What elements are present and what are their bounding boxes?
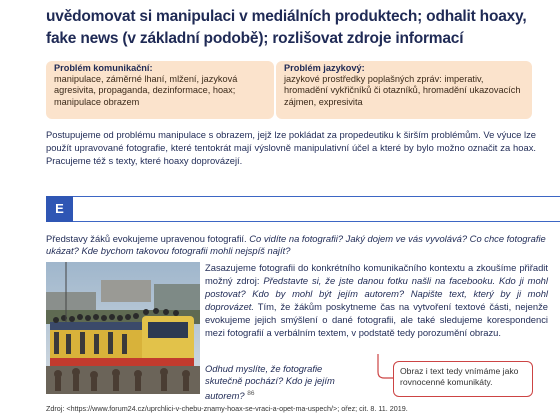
lead-questions: Co vidíte na fotografii? Jaký dojem ve vás vyvolává? Co chce fotografie ukázat? Kde bychom takovou fotografii mohli nejspíš najít? bbox=[46, 233, 546, 257]
source-question bbox=[205, 363, 345, 402]
note-connector bbox=[376, 352, 394, 382]
section-heading bbox=[46, 6, 546, 50]
problem-communication-title: Problém komunikační: bbox=[54, 63, 153, 73]
heading-line-2: fake news (v základní podobě); rozlišovat zdroje informací bbox=[46, 30, 464, 47]
question-text: Odhud myslíte, že fotografie skutečně pochází? Kdo je jejím autorem? bbox=[205, 363, 335, 401]
heading-line-1: uvědomovat si manipulaci v mediálních produktech; odhalit hoaxy, bbox=[46, 8, 527, 25]
problem-communication-box bbox=[46, 61, 274, 119]
train-photo bbox=[46, 262, 200, 394]
problem-language-text: jazykové prostředky poplašných zpráv: imperativ, hromadění vykřičníků či otazníků, hromadění ukazovacích zájmen, expresivita bbox=[284, 74, 521, 107]
train-photo-image bbox=[46, 262, 200, 394]
section-letter: E bbox=[46, 196, 73, 222]
problem-communication-text: manipulace, záměrné lhaní, mlžení, jazyková agresivita, propaganda, dezinformace, hoax; manipulace obrazem bbox=[54, 74, 238, 107]
margin-note: Obraz i text tedy vnímáme jako rovnocenné komunikáty. bbox=[393, 361, 533, 397]
body-text-1: Zasazujeme fotografii do konkrétního komunikačního kontextu a zkoušíme přiřadit možný zdroj: bbox=[205, 262, 548, 286]
problem-language-box bbox=[276, 61, 532, 119]
image-source: Zdroj: <https://www.forum24.cz/uprchlici-v-chebu-znamy-hoax-se-vraci-a-opet-ma-uspech/>; ořez; cit. 8. 11. 2019. bbox=[46, 404, 408, 413]
body-paragraph bbox=[205, 262, 548, 339]
intro-paragraph: Postupujeme od problému manipulace s obrazem, jejž lze pokládat za propedeutiku k širším problémům. Ve výuce lze použít upravované fotografie, které tentokrát mají výslovně manipulativní účel a které by bylo možno označit za hoax. Pracujeme též s texty, které hoaxy doprovázejí. bbox=[46, 129, 536, 166]
section-bar bbox=[46, 196, 560, 222]
body-text-2: Tím, že žákům poskytneme čas na vytvoření textové části, nejenže evokujeme jejich smýšlení o dané fotografii, ale také sledujeme korespondenci mezi fotografií a verbálním textem, v podstatě tedy porozumění obrazu. bbox=[205, 300, 548, 338]
problem-language-title: Problém jazykový: bbox=[284, 63, 365, 73]
body-prompts: Představte si, že jste danou fotku našli na facebooku. Kdo ji mohl postovat? Kdo by mohl být jejím autorem? Napište text, který by ji mohl doprovázet. bbox=[205, 274, 548, 312]
lead-text: Představy žáků evokujeme upravenou fotografií. bbox=[46, 233, 250, 244]
lead-paragraph bbox=[46, 233, 556, 258]
footnote-ref: 86 bbox=[247, 389, 255, 397]
